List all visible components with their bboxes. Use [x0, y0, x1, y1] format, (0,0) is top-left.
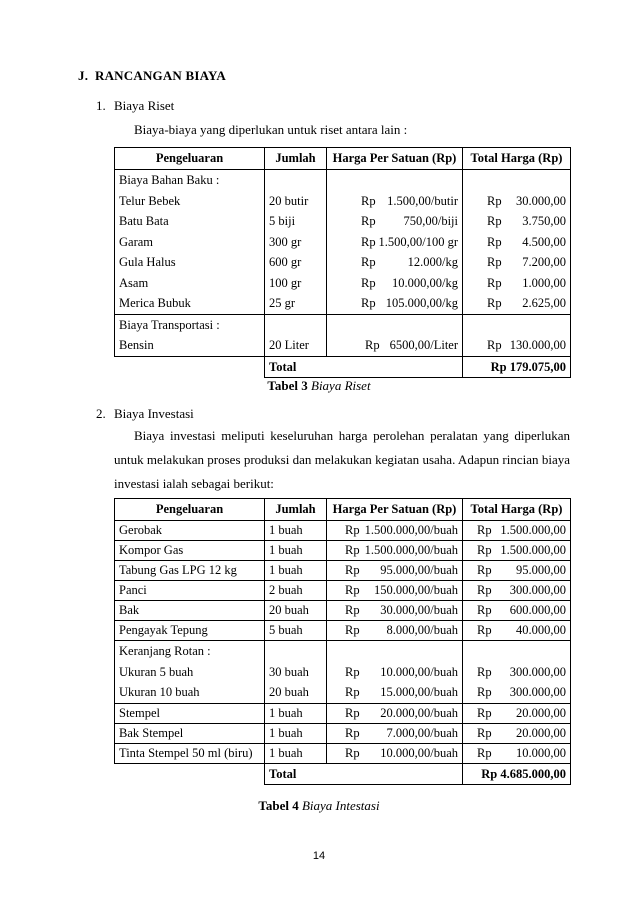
item-total: Rp 20.000,00: [463, 723, 571, 743]
item-price: Rp 105.000,00/kg: [361, 296, 458, 310]
riset-table: [114, 147, 571, 378]
item-price: Rp 1.500.000,00/buah: [327, 541, 463, 561]
item-total: Rp 4.500,00: [487, 234, 566, 249]
item-price: Rp 1.500.000,00/buah: [327, 521, 463, 541]
riset-caption: [0, 378, 638, 394]
item-name: Batu Bata: [119, 214, 169, 228]
item-price: Rp 1.500,00/butir: [361, 193, 458, 208]
item-qty: 25 gr: [269, 296, 296, 310]
header-pengeluaran: Pengeluaran: [115, 499, 265, 521]
group-total-cell: [463, 314, 571, 356]
item-total: Rp 7.200,00: [487, 255, 566, 269]
investasi-paragraph: Biaya investasi meliputi keseluruhan harga perolehan peralatan yang diperlukan untuk melakukan proses produksi dan melakukan kegiatan usaha. Adapun rincian biaya investasi ialah sebagai berikut:: [114, 428, 570, 491]
table-row: [115, 601, 571, 621]
caption-title: Biaya Intestasi: [301, 798, 380, 813]
investasi-caption: [0, 798, 638, 814]
group-items-cell: [115, 170, 265, 315]
item-price: Rp 1.500,00/100 gr: [361, 234, 458, 249]
item-qty: 1 buah: [265, 561, 327, 581]
caption-title: Biaya Riset: [311, 378, 371, 393]
item-total: Rp 10.000,00: [463, 743, 571, 763]
total-value: Rp 4.685.000,00: [463, 763, 571, 784]
item-qty: 20 butir: [269, 193, 309, 208]
riset-group-bahan-baku: [115, 170, 571, 315]
item-price: Rp 10.000,00/buah: [345, 664, 458, 679]
item-price: Rp 7.000,00/buah: [327, 723, 463, 743]
item-total: Rp 300.000,00: [463, 581, 571, 601]
item-qty: 5 buah: [265, 621, 327, 641]
item-name: Ukuran 10 buah: [119, 685, 200, 699]
total-value: Rp 179.075,00: [463, 356, 571, 377]
item-total: Rp 3.750,00: [487, 214, 566, 228]
header-harga-satuan: Harga Per Satuan (Rp): [327, 148, 463, 170]
group-price-cell: [327, 314, 463, 356]
group-qty-cell: [265, 314, 327, 356]
table-row: [115, 561, 571, 581]
investasi-table: [114, 498, 571, 785]
item-qty: 1 buah: [265, 541, 327, 561]
caption-number: Tabel 3: [267, 378, 308, 393]
header-pengeluaran: Pengeluaran: [115, 148, 265, 170]
table-row: [115, 621, 571, 641]
group-items-cell: [115, 641, 265, 704]
subsection-number: 2.: [96, 406, 106, 421]
section-letter: J.: [78, 68, 89, 83]
item-qty: 600 gr: [269, 255, 302, 269]
item-price: Rp 20.000,00/buah: [327, 703, 463, 723]
subsection-riset-title: [96, 98, 174, 114]
riset-group-transportasi: [115, 314, 571, 356]
item-name: Panci: [115, 581, 265, 601]
table-row: [115, 743, 571, 763]
total-label: Total: [265, 356, 463, 377]
item-price: Rp 150.000,00/buah: [327, 581, 463, 601]
header-jumlah: Jumlah: [265, 499, 327, 521]
item-total: Rp 130.000,00: [487, 338, 566, 352]
table-row: [115, 723, 571, 743]
item-name: Kompor Gas: [115, 541, 265, 561]
item-qty: 20 buah: [265, 601, 327, 621]
investasi-group-keranjang: [115, 641, 571, 704]
table-row: [115, 581, 571, 601]
group-price-cell: [327, 641, 463, 704]
group-qty-cell: [265, 641, 327, 704]
group-total-cell: [463, 641, 571, 704]
item-qty: 20 buah: [269, 685, 309, 699]
item-qty: 5 biji: [269, 214, 296, 228]
item-name: Gerobak: [115, 521, 265, 541]
item-qty: 1 buah: [265, 703, 327, 723]
item-name: Pengayak Tepung: [115, 621, 265, 641]
item-total: Rp 95.000,00: [463, 561, 571, 581]
group-label: Biaya Transportasi :: [119, 317, 220, 332]
item-name: Tinta Stempel 50 ml (biru): [115, 743, 265, 763]
item-total: Rp 1.000,00: [487, 275, 566, 290]
item-price: Rp 750,00/biji: [361, 214, 458, 228]
item-qty: 1 buah: [265, 743, 327, 763]
item-name: Tabung Gas LPG 12 kg: [115, 561, 265, 581]
item-total: Rp 300.000,00: [477, 664, 566, 679]
header-harga-satuan: Harga Per Satuan (Rp): [327, 499, 463, 521]
item-name: Bak: [115, 601, 265, 621]
item-total: Rp 1.500.000,00: [463, 541, 571, 561]
item-total: Rp 1.500.000,00: [463, 521, 571, 541]
item-qty: 2 buah: [265, 581, 327, 601]
item-name: Ukuran 5 buah: [119, 664, 194, 679]
group-label: Keranjang Rotan :: [119, 644, 211, 658]
item-qty: 30 buah: [269, 664, 309, 679]
group-label: Biaya Bahan Baku :: [119, 173, 220, 187]
item-total: Rp 600.000,00: [463, 601, 571, 621]
group-total-cell: [463, 170, 571, 315]
item-total: Rp 2.625,00: [487, 296, 566, 310]
subsection-label: Biaya Investasi: [114, 406, 194, 421]
item-price: Rp 10.000,00/kg: [361, 275, 458, 290]
item-total: Rp 40.000,00: [463, 621, 571, 641]
item-price: Rp 15.000,00/buah: [345, 685, 458, 699]
riset-intro: Biaya-biaya yang diperlukan untuk riset antara lain :: [134, 122, 408, 137]
section-heading: [78, 68, 226, 84]
item-qty: 100 gr: [269, 275, 302, 290]
item-qty: 20 Liter: [269, 338, 309, 352]
item-name: Telur Bebek: [119, 193, 181, 208]
section-title: RANCANGAN BIAYA: [95, 68, 226, 83]
subsection-investasi-title: [96, 406, 194, 422]
header-total-harga: Total Harga (Rp): [463, 499, 571, 521]
subsection-number: 1.: [96, 98, 106, 113]
item-name: Bak Stempel: [115, 723, 265, 743]
table-row: [115, 541, 571, 561]
header-total-harga: Total Harga (Rp): [463, 148, 571, 170]
page-number: 14: [312, 850, 326, 862]
item-price: Rp 6500,00/Liter: [365, 338, 458, 352]
table-row: [115, 521, 571, 541]
header-jumlah: Jumlah: [265, 148, 327, 170]
investasi-total-row: [115, 763, 571, 784]
item-qty: 1 buah: [265, 521, 327, 541]
item-name: Gula Halus: [119, 255, 176, 269]
item-name: Asam: [119, 275, 149, 290]
table-row: [115, 703, 571, 723]
table-header-row: [115, 148, 571, 170]
item-qty: 300 gr: [269, 234, 302, 249]
riset-total-row: [115, 356, 571, 377]
item-name: Stempel: [115, 703, 265, 723]
table-header-row: [115, 499, 571, 521]
group-qty-cell: [265, 170, 327, 315]
total-label: Total: [265, 763, 463, 784]
item-price: Rp 95.000,00/buah: [327, 561, 463, 581]
item-total: Rp 20.000,00: [463, 703, 571, 723]
group-price-cell: [327, 170, 463, 315]
caption-number: Tabel 4: [258, 798, 299, 813]
item-total: Rp 30.000,00: [487, 193, 566, 208]
item-name: Garam: [119, 234, 154, 249]
item-qty: 1 buah: [265, 723, 327, 743]
item-price: Rp 12.000/kg: [361, 255, 458, 269]
item-price: Rp 8.000,00/buah: [327, 621, 463, 641]
item-total: Rp 300.000,00: [477, 685, 566, 699]
item-name: Merica Bubuk: [119, 296, 191, 310]
item-price: Rp 30.000,00/buah: [327, 601, 463, 621]
group-items-cell: [115, 314, 265, 356]
item-price: Rp 10.000,00/buah: [327, 743, 463, 763]
item-name: Bensin: [119, 338, 154, 352]
subsection-label: Biaya Riset: [114, 98, 175, 113]
